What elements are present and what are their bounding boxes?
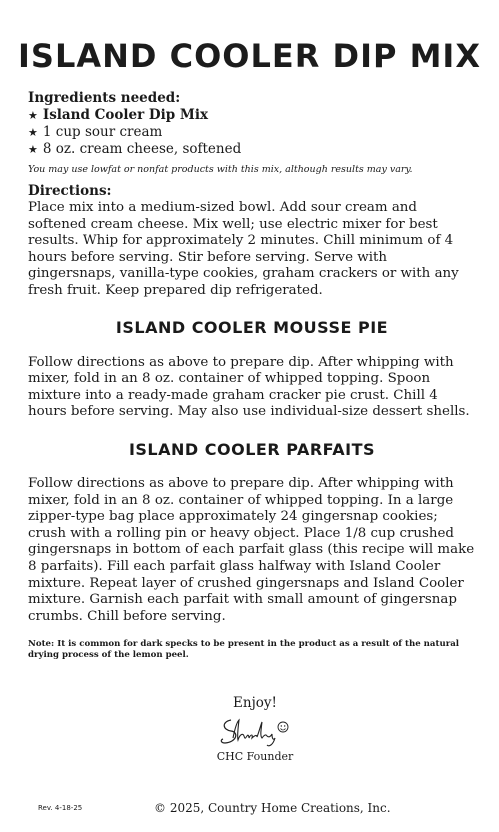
recipe-title: ISLAND COOLER DIP MIX bbox=[18, 37, 481, 75]
revision-date: Rev. 4-18-25 bbox=[38, 804, 83, 812]
copyright-text: © 2025, Country Home Creations, Inc. bbox=[154, 801, 391, 815]
mousse-pie-text: Follow directions as above to prepare dip. After whipping with mixer, fold in an 8 oz. container of whipped topping. Spoon mixture into a ready-made graham cracker pie crust. Chill 4 hours before serving. May also use individual-size dessert shells. bbox=[28, 354, 470, 420]
lowfat-note: You may use lowfat or nonfat products with this mix, although results may vary. bbox=[28, 164, 413, 175]
ingredient-item: ★ 1 cup sour cream bbox=[28, 124, 163, 140]
parfaits-title: ISLAND COOLER PARFAITS bbox=[128, 439, 376, 459]
directions-heading: Directions: bbox=[28, 183, 112, 199]
lemon-peel-note: Note: It is common for dark specks to be present in the product as a result of the natural drying process of the lemon peel. bbox=[28, 639, 460, 660]
directions-text: Place mix into a medium-sized bowl. Add sour cream and softened cream cheese. Mix well; use electric mixer for best results. Whip for approximately 2 minutes. Chill minimum of 4 hours before serving. Stir before serving. Serve with gingersnaps, vanilla-type cookies, graham crackers or with any fresh fruit. Keep prepared dip refrigerated. bbox=[28, 200, 459, 298]
ingredient-item: ★ 8 oz. cream cheese, softened bbox=[28, 141, 242, 157]
ingredients-heading: Ingredients needed: bbox=[28, 90, 181, 106]
signature-block bbox=[200, 694, 310, 764]
recipe-content bbox=[28, 90, 476, 660]
parfaits-text: Follow directions as above to prepare dip. After whipping with mixer, fold in an 8 oz. container of whipped topping. In a large zipper-type bag place approximately 24 gingersnap cookies; crush with a rolling pin or heavy object. Place 1/8 cup crushed gingersnaps in bottom of each parfait glass (this recipe will make 8 parfaits). Fill each parfait glass halfway with Island Cooler mixture. Repeat layer of crushed gingersnaps and Island Cooler mixture. Garnish each parfait with small amount of gingersnap crumbs. Chill before serving. bbox=[28, 475, 475, 624]
founder-caption: CHC Founder bbox=[216, 750, 294, 763]
ingredients-list bbox=[28, 107, 476, 158]
enjoy-text: Enjoy! bbox=[233, 695, 277, 711]
star-icon: ★ bbox=[28, 143, 38, 156]
signature-image bbox=[217, 714, 293, 748]
star-icon: ★ bbox=[28, 109, 38, 122]
star-icon: ★ bbox=[28, 126, 38, 139]
mousse-pie-title: ISLAND COOLER MOUSSE PIE bbox=[115, 317, 389, 337]
ingredient-item: ★ Island Cooler Dip Mix bbox=[28, 107, 208, 123]
